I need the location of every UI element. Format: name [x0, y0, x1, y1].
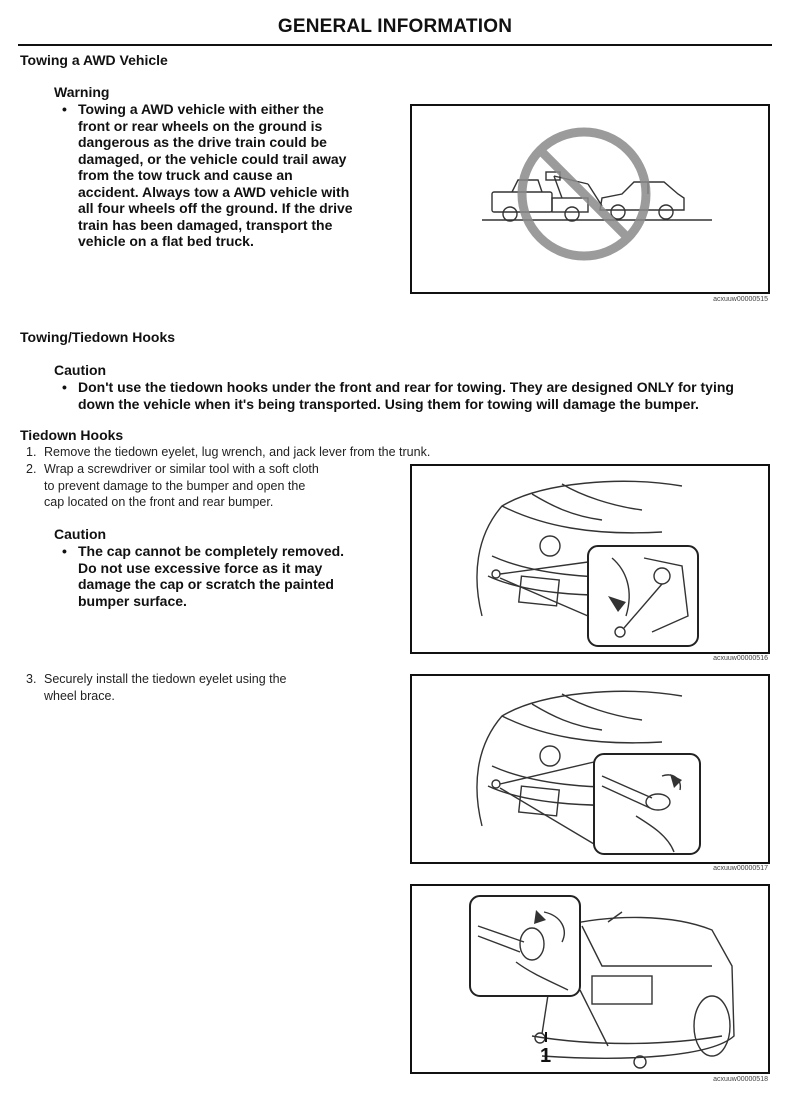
title-rule [18, 44, 772, 46]
step-3 [26, 671, 386, 704]
figure-install-eyelet-rear [410, 884, 770, 1074]
caution-bullet-text [78, 543, 344, 609]
step-number: 1. [26, 445, 37, 459]
caution-label: Caution [54, 526, 107, 542]
figure-code-518: acxuuw00000518 [713, 1076, 768, 1083]
step-number: 2. [26, 462, 37, 476]
text-line: bumper surface. [78, 592, 187, 609]
text-line: dangerous as the drive train could be [78, 134, 327, 150]
step-text [44, 461, 319, 511]
text-line: The cap cannot be completely removed. [78, 543, 345, 559]
section-heading-towing-tiedown-hooks: Towing/Tiedown Hooks [20, 329, 176, 345]
text-line: from the tow truck and cause an [78, 167, 293, 183]
figure-code-516: acxuuw00000516 [713, 655, 768, 662]
text-line: to prevent damage to the bumper and open the [44, 478, 306, 493]
text-line: Securely install the tiedown eyelet using the [44, 672, 287, 686]
text-line: cap located on the front and rear bumper. [44, 495, 274, 509]
text-line: all four wheels off the ground. If the drive [78, 200, 353, 216]
text-line: Wrap a screwdriver or similar tool with a soft cloth [44, 462, 319, 476]
bullet-dot: • [62, 101, 67, 117]
text-line: front or rear wheels on the ground is [78, 117, 323, 134]
bullet-dot: • [62, 543, 67, 559]
figure-no-towing [410, 104, 770, 294]
text-line: down the vehicle when it's being transported. Using them for towing will damage the bumper. [78, 395, 699, 412]
detail-inset [588, 546, 698, 646]
text-line: accident. Always tow a AWD vehicle with [78, 183, 350, 200]
warning-label: Warning [54, 84, 110, 100]
figure-code-515: acxuuw00000515 [713, 296, 768, 303]
text-line: damage the cap or scratch the painted [78, 576, 334, 592]
caution-bullet [62, 379, 772, 412]
caution-bullet [62, 543, 392, 609]
figure-open-cap [410, 464, 770, 654]
text-line: wheel brace. [44, 688, 115, 703]
text-line: damaged, or the vehicle could trail away [78, 150, 347, 167]
bullet-dot: • [62, 379, 67, 395]
page-title: GENERAL INFORMATION [277, 16, 513, 37]
prohibited-icon [522, 132, 646, 256]
text-line: Towing a AWD vehicle with either the [78, 101, 324, 117]
text-line: Do not use excessive force as it may [78, 559, 323, 576]
text-line: vehicle on a flat bed truck. [78, 233, 254, 249]
step-text [44, 671, 287, 704]
section-heading-towing-awd: Towing a AWD Vehicle [20, 52, 168, 68]
caution-label: Caution [54, 362, 107, 378]
figure-install-eyelet-front [410, 674, 770, 864]
figure-code-517: acxuuw00000517 [713, 865, 768, 872]
step-text: Remove the tiedown eyelet, lug wrench, and jack lever from the trunk. [44, 445, 431, 459]
step-2 [26, 461, 386, 511]
warning-bullet [62, 101, 392, 250]
caution-bullet-text [78, 379, 734, 412]
text-line: train has been damaged, transport the [78, 216, 333, 233]
detail-inset [470, 896, 580, 996]
step-1 [26, 444, 586, 461]
step-number: 3. [26, 672, 37, 686]
warning-bullet-text [78, 101, 353, 250]
section-heading-tiedown-hooks: Tiedown Hooks [20, 427, 124, 443]
callout-number: 1 [540, 1045, 552, 1067]
text-line: Don't use the tiedown hooks under the front and rear for towing. They are designed ONLY for tying [78, 379, 734, 395]
